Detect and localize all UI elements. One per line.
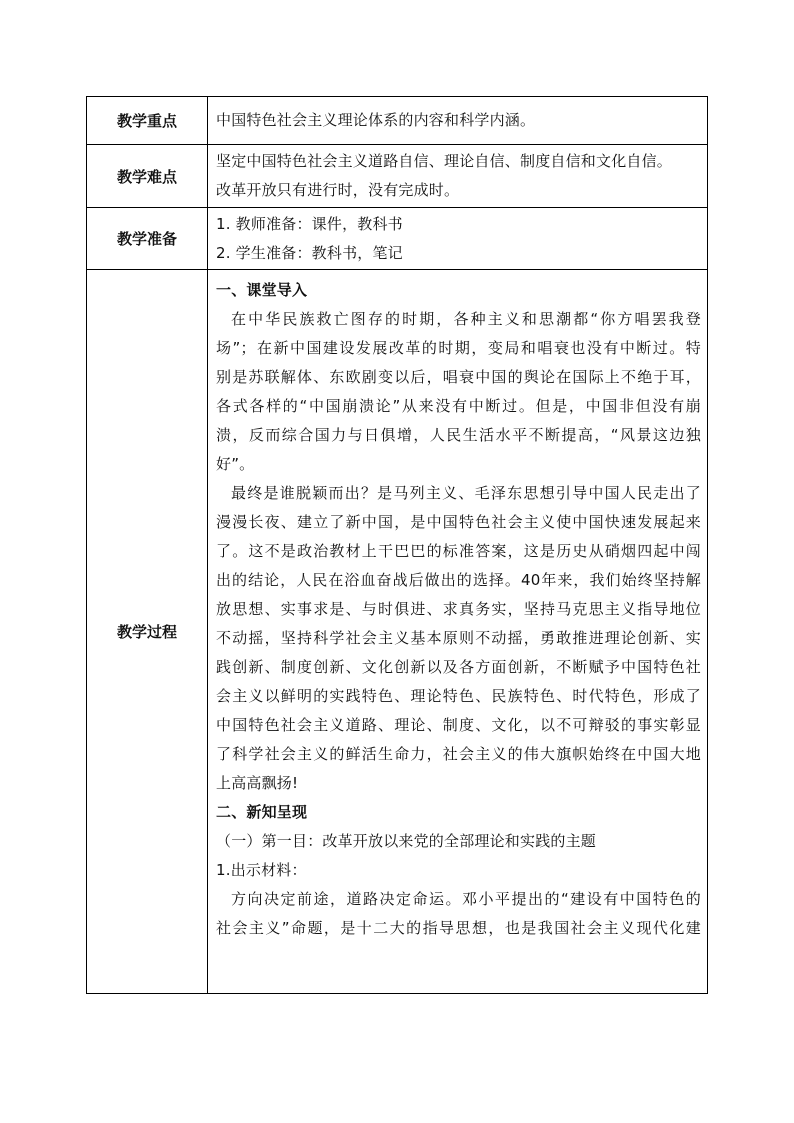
paragraph-line: 在中华民族救亡图存的时期，各种主义和思潮都“你方唱罢我登 — [231, 310, 701, 328]
paragraph-line: 场”；在新中国建设发展改革的时期，变局和唱衰也没有中断过。特 — [216, 339, 701, 357]
row-focus — [87, 97, 708, 145]
paragraph-line: 中国特色社会主义道路、理论、制度、文化，以不可辩驳的事实彰显 — [216, 716, 701, 734]
label-preparation: 教学准备 — [87, 208, 208, 270]
paragraph-line: 最终是谁脱颖而出？是马列主义、毛泽东思想引导中国人民走出了 — [231, 484, 701, 502]
row-process — [87, 270, 708, 994]
paragraph-line: 漫漫长夜、建立了新中国，是中国特色社会主义使中国快速发展起来 — [216, 513, 701, 531]
paragraph-line: 好”。 — [216, 455, 255, 473]
subsection-title: （一）第一目：改革开放以来党的全部理论和实践的主题 — [216, 832, 597, 850]
row-preparation — [87, 208, 708, 270]
paragraph-line: 践创新、制度创新、文化创新以及各方面创新，不断赋予中国特色社 — [216, 658, 701, 676]
paragraph-line: 上高高飘扬! — [216, 774, 299, 792]
paragraph-intro-1 — [216, 305, 701, 479]
paragraph-line: 放思想、实事求是、与时俱进、求真务实，坚持马克思主义指导地位 — [216, 600, 701, 618]
paragraph-line: 会主义以鲜明的实践特色、理论特色、民族特色、时代特色，形成了 — [216, 687, 701, 705]
paragraph-line: 了科学社会主义的鲜活生命力，社会主义的伟大旗帜始终在中国大地 — [216, 745, 701, 763]
label-process: 教学过程 — [87, 270, 208, 994]
paragraph-line: 各式各样的“中国崩溃论”从来没有中断过。但是，中国非但没有崩 — [216, 397, 701, 415]
section-title-new-knowledge: 二、新知呈现 — [216, 803, 308, 821]
preparation-line: 1. 教师准备：课件，教科书 — [216, 214, 403, 233]
label-focus: 教学重点 — [87, 97, 208, 145]
paragraph-line: 溃，反而综合国力与日俱增，人民生活水平不断提高，“风景这边独 — [216, 426, 701, 444]
row-difficulty — [87, 145, 708, 208]
preparation-line: 2. 学生准备：教科书，笔记 — [216, 243, 403, 262]
paragraph-line: 出的结论，人民在浴血奋战后做出的选择。40年来，我们始终坚持解 — [216, 571, 701, 589]
section-title-intro: 一、课堂导入 — [216, 281, 308, 299]
paragraph-line: 了。这不是政治教材上干巴巴的标准答案，这是历史从硝烟四起中闯 — [216, 542, 701, 560]
focus-text: 中国特色社会主义理论体系的内容和科学内涵。 — [216, 111, 536, 129]
paragraph-intro-2 — [216, 479, 701, 798]
paragraph-line: 方向决定前途，道路决定命运。邓小平提出的“建设有中国特色的 — [231, 890, 701, 908]
paragraph-line: 不动摇，坚持科学社会主义基本原则不动摇，勇敢推进理论创新、实 — [216, 629, 701, 647]
content-process — [208, 270, 708, 994]
content-difficulty — [208, 145, 708, 208]
label-difficulty: 教学难点 — [87, 145, 208, 208]
content-focus — [208, 97, 708, 145]
item-label: 1.出示材料： — [216, 861, 307, 879]
paragraph-material — [216, 885, 701, 943]
lesson-plan-table — [86, 96, 708, 994]
paragraph-line: 别是苏联解体、东欧剧变以后，唱衰中国的舆论在国际上不绝于耳， — [216, 368, 701, 386]
paragraph-line: 社会主义”命题，是十二大的指导思想，也是我国社会主义现代化建 — [216, 919, 701, 937]
difficulty-line: 坚定中国特色社会主义道路自信、理论自信、制度自信和文化自信。 — [216, 152, 673, 170]
difficulty-line: 改革开放只有进行时，没有完成时。 — [216, 181, 460, 199]
content-preparation — [208, 208, 708, 270]
